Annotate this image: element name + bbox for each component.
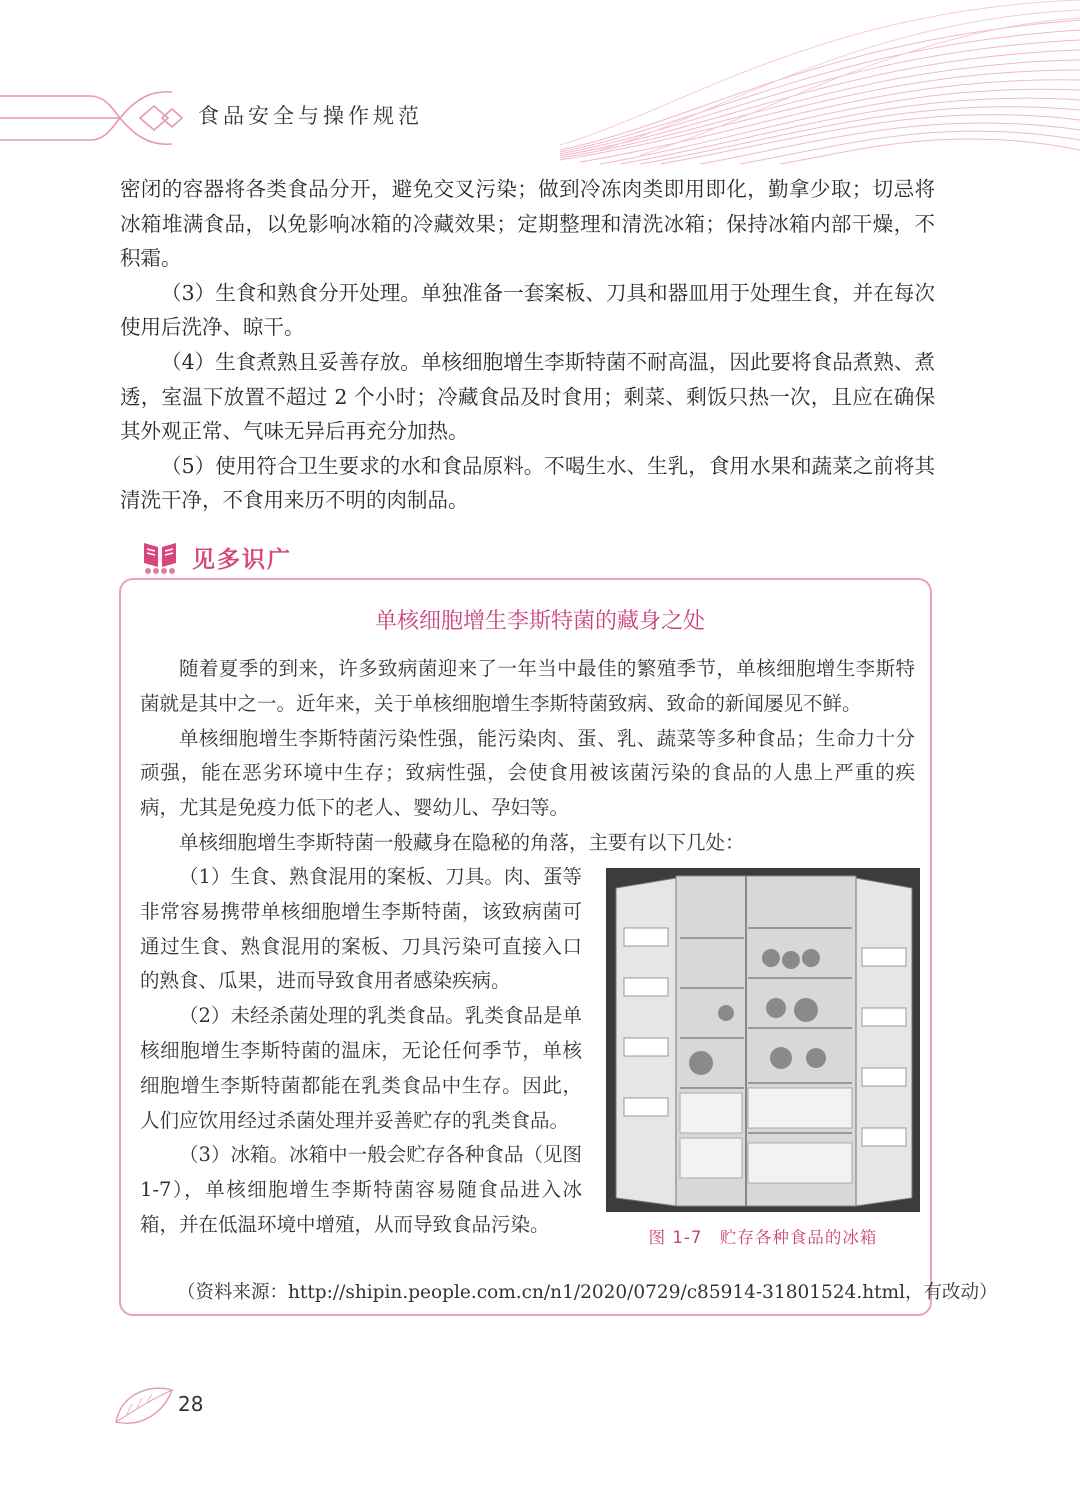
source-note: （资料来源：http://shipin.people.com.cn/n1/2020/0729/c85914-31801524.html，有改动）	[177, 1282, 998, 1303]
paragraph: 单核细胞增生李斯特菌污染性强，能污染肉、蛋、乳、蔬菜等多种食品；生命力十分顽强，能在恶劣环境中生存；致病性强，会使食用被该菌污染的食品的人患上严重的疾病，尤其是免疫力低下的老人、婴幼儿、孕妇等。	[140, 726, 915, 820]
figure-caption: 图 1-7 贮存各种食品的冰箱	[648, 1228, 878, 1247]
paragraph: 密闭的容器将各类食品分开，避免交叉污染；做到冷冻肉类即用即化，勤拿少取；切忌将冰箱堆满食品，以免影响冰箱的冷藏效果；定期整理和清洗冰箱；保持冰箱内部干燥，不积霜。	[120, 177, 935, 271]
paragraph: （1）生食、熟食混用的案板、刀具。肉、蛋等非常容易携带单核细胞增生李斯特菌，该致病菌可通过生食、熟食混用的案板、刀具污染可直接入口的熟食、瓜果，进而导致食用者感染疾病。	[140, 865, 582, 993]
paragraph: （2）未经杀菌处理的乳类食品。乳类食品是单核细胞增生李斯特菌的温床，无论任何季节，单核细胞增生李斯特菌都能在乳类食品中生存。因此，人们应饮用经过杀菌处理并妥善贮存的乳类食品。	[140, 1004, 582, 1132]
header-wave-decoration	[0, 0, 1080, 170]
paragraph: （5）使用符合卫生要求的水和食品原料。不喝生水、生乳，食用水果和蔬菜之前将其清洗干净，不食用来历不明的肉制品。	[120, 453, 935, 513]
leaf-decoration-icon	[112, 1382, 176, 1432]
page-header	[0, 0, 1080, 170]
page-number: 28	[178, 1392, 204, 1416]
paragraph: （4）生食煮熟且妥善存放。单核细胞增生李斯特菌不耐高温，因此要将食品煮熟、煮透，室温下放置不超过 2 个小时；冷藏食品及时食用；剩菜、剩饭只热一次，且应在确保其外观正常、气味无异后再充分加热。	[120, 349, 935, 444]
open-book-icon	[140, 537, 180, 577]
paragraph: （3）生食和熟食分开处理。单独准备一套案板、刀具和器皿用于处理生食，并在每次使用后洗净、晾干。	[120, 280, 935, 340]
book-title: 食品安全与操作规范	[198, 104, 423, 128]
paragraph: （3）冰箱。冰箱中一般会贮存各种食品（见图 1-7），单核细胞增生李斯特菌容易随食品进入冰箱，并在低温环境中增殖，从而导致食品污染。	[140, 1143, 582, 1236]
body-text	[120, 172, 935, 518]
box-left-column	[140, 860, 582, 1243]
paragraph: 随着夏季的到来，许多致病菌迎来了一年当中最佳的繁殖季节，单核细胞增生李斯特菌就是其中之一。近年来，关于单核细胞增生李斯特菌致病、致命的新闻屡见不鲜。	[140, 657, 915, 715]
section-heading	[140, 535, 292, 579]
box-title: 单核细胞增生李斯特菌的藏身之处	[374, 609, 705, 634]
box-text	[140, 652, 915, 861]
section-label: 见多识广	[192, 546, 292, 573]
refrigerator-photo	[606, 868, 920, 1212]
paragraph: 单核细胞增生李斯特菌一般藏身在隐秘的角落，主要有以下几处：	[179, 830, 745, 854]
